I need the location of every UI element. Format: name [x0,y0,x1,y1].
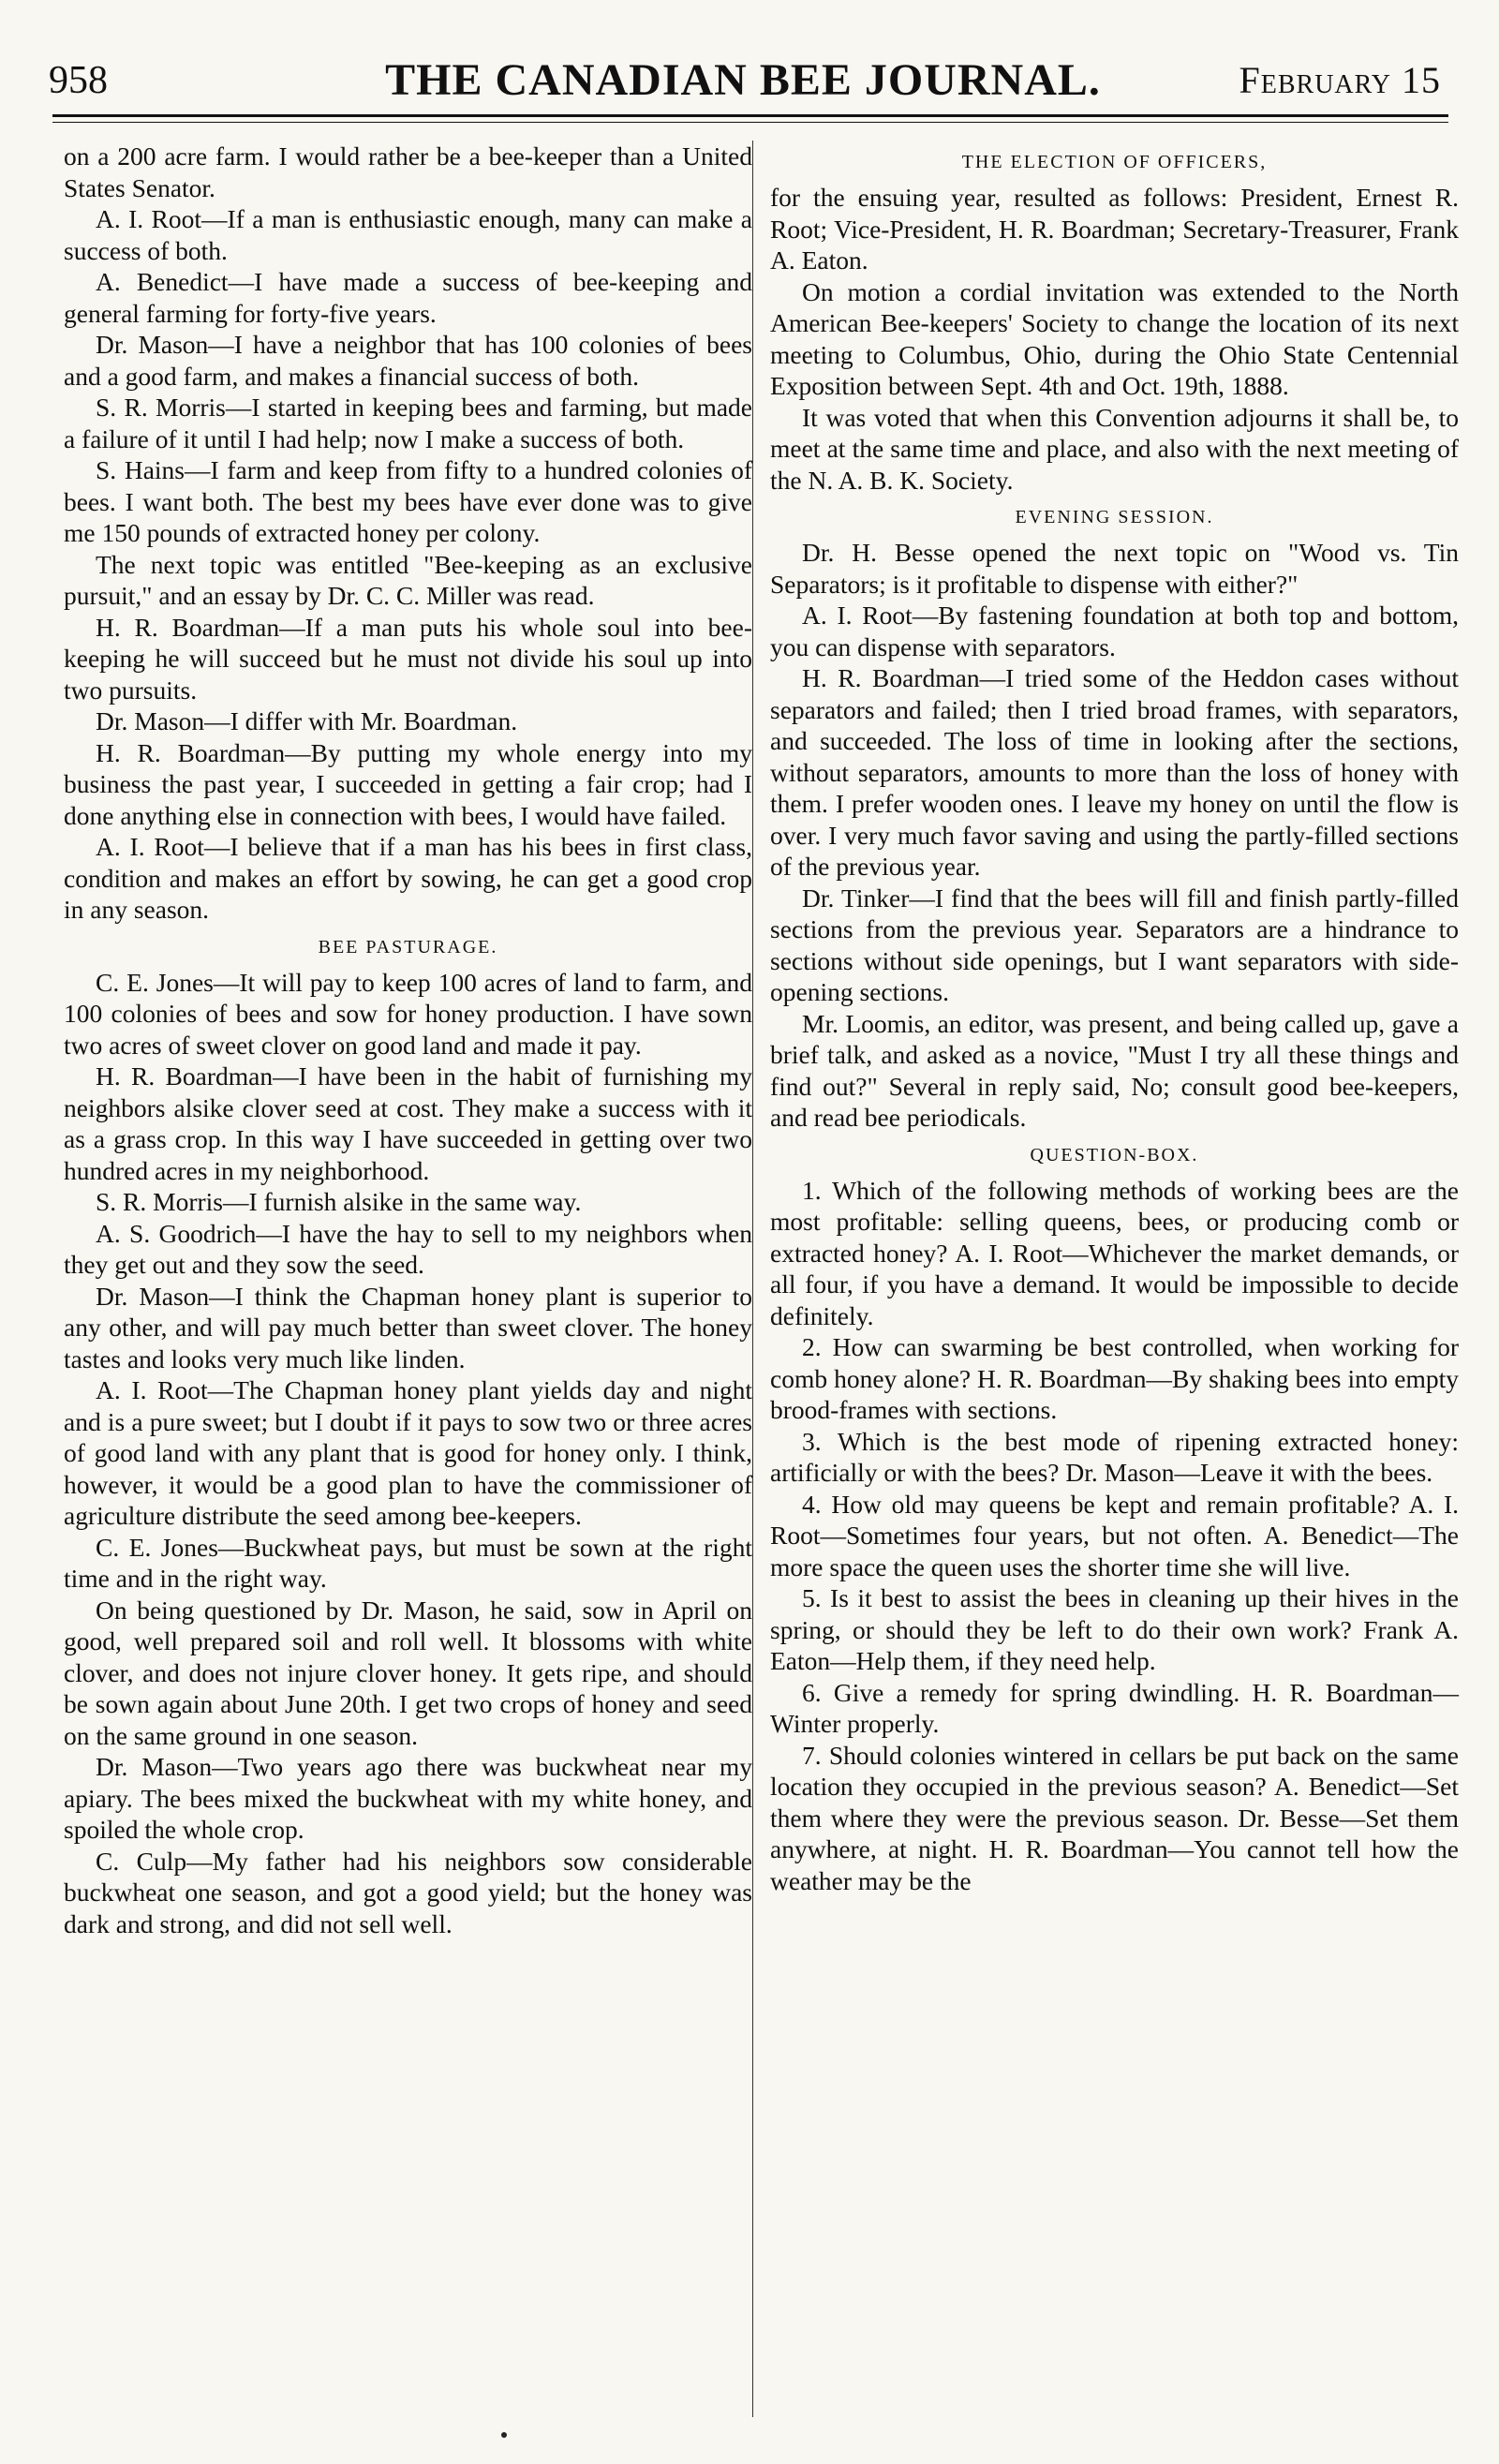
paragraph: 2. How can swarming be best controlled, when working for comb honey alone? H. R. Boardman—By shaking bees into empty brood-frames with sections. [770,1332,1459,1424]
paragraph: 4. How old may queens be kept and remain profitable? A. I. Root—Sometimes four years, but not often. A. Benedict—The more space the queen uses the shorter time she will live. [770,1489,1459,1581]
paragraph: 7. Should colonies wintered in cellars be put back on the same location they occupied in the previous season? A. Benedict—Set them where they were the previous season. Dr. Besse—Set them anywhere, at night. H. R. Boardman—You cannot tell how the weather may be the [770,1740,1459,1895]
section-heading: BEE PASTURAGE. [318,936,498,957]
paragraph: 6. Give a remedy for spring dwindling. H. R. Boardman—Winter properly. [770,1677,1459,1738]
paragraph: H. R. Boardman—If a man puts his whole soul into bee-keeping he will succeed but he must not divide his soul up into two pursuits. [64,612,752,705]
paragraph: H. R. Boardman—I tried some of the Heddon cases without separators and failed; then I tried broad frames, with separators, and succeeded. The loss of time in looking after the sections, without separators, amounts to more than the loss of honey with them. I prefer wooden ones. I leave my honey on until the flow is over. I very much favor saving and using the partly-filled sections of the previous year. [770,663,1459,881]
paragraph: It was voted that when this Convention adjourns it shall be, to meet at the same time and place, and also with the next meeting of the N. A. B. K. Society. [770,402,1459,495]
paragraph: 1. Which of the following methods of working bees are the most profitable: selling queens, bees, or producing comb or extracted honey? A. I. Root—Whichever the market demands, or all four, if you have a demand. It would be impossible to decide definitely. [770,1175,1459,1330]
paragraph: Dr. Mason—I have a neighbor that has 100 colonies of bees and a good farm, and makes a financial success of both. [64,330,752,391]
header-rule [52,114,1448,117]
paragraph: C. Culp—My father had his neighbors sow considerable buckwheat one season, and got a good yield; but the honey was dark and strong, and did not sell well. [64,1846,752,1938]
paragraph: S. R. Morris—I started in keeping bees and farming, but made a failure of it until I had help; now I make a success of both. [64,393,752,453]
paragraph: Mr. Loomis, an editor, was present, and being called up, gave a brief talk, and asked as a novice, "Must I try all these things and find out?" Several in reply said, No; consult good bee-keepers, and read bee periodicals. [770,1008,1459,1132]
paragraph: A. I. Root—The Chapman honey plant yields day and night and is a pure sweet; but I doubt if it pays to sow two or three acres of good land with any plant that is good for honey only. I think, however, it would be a good plan to have the commissioner of agriculture distribute the seed among bee-keepers. [64,1375,752,1530]
paragraph: A. Benedict—I have made a success of bee-keeping and general farming for forty-five years. [64,267,752,328]
paragraph: Dr. Mason—I think the Chapman honey plant is superior to any other, and will pay much better than sweet clover. The honey tastes and looks very much like linden. [64,1281,752,1373]
page-speck [501,2432,507,2438]
paragraph: for the ensuing year, resulted as follows: President, Ernest R. Root; Vice-President, H. R. Boardman; Secretary-Treasurer, Frank A. Eaton. [770,183,1459,275]
paragraph: C. E. Jones—It will pay to keep 100 acres of land to farm, and 100 colonies of bees and sow for honey production. I have sown two acres of sweet clover on good land and made it pay. [64,967,752,1060]
paragraph: The next topic was entitled "Bee-keeping as an exclusive pursuit," and an essay by Dr. C. C. Miller was read. [64,549,752,610]
issue-date: February 15 [1239,59,1441,101]
paragraph: A. S. Goodrich—I have the hay to sell to my neighbors when they get out and they sow the seed. [64,1218,752,1279]
paragraph: A. I. Root—I believe that if a man has his bees in first class, condition and makes an effort by sowing, he can get a good crop in any season. [64,832,752,924]
paragraph: H. R. Boardman—By putting my whole energy into my business the past year, I succeeded in getting a fair crop; had I done anything else in connection with bees, I would have failed. [64,737,752,830]
paragraph: Dr. Mason—Two years ago there was buckwheat near my apiary. The bees mixed the buckwheat with my white honey, and spoiled the whole crop. [64,1752,752,1844]
journal-title: THE CANADIAN BEE JOURNAL. [385,55,1101,105]
page-header [45,49,1441,105]
section-heading: QUESTION-BOX. [1030,1144,1199,1165]
paragraph: Dr. H. Besse opened the next topic on "Wood vs. Tin Separators; is it profitable to dispense with either?" [770,538,1459,599]
paragraph: S. Hains—I farm and keep from fifty to a hundred colonies of bees. I want both. The best my bees have ever done was to give me 150 pounds of extracted honey per colony. [64,455,752,547]
paragraph: Dr. Tinker—I find that the bees will fill and finish partly-filled sections from the previous year. Separators are a hindrance to sections without side openings, but I want separators with side-opening sections. [770,883,1459,1006]
page-number: 958 [49,59,108,102]
paragraph: on a 200 acre farm. I would rather be a bee-keeper than a United States Senator. [64,141,752,202]
section-heading: EVENING SESSION. [1015,507,1214,527]
paragraph: 5. Is it best to assist the bees in cleaning up their hives in the spring, or should they be left to do their own work? Frank A. Eaton—Help them, if they need help. [770,1583,1459,1675]
paragraph: 3. Which is the best mode of ripening extracted honey: artificially or with the bees? Dr. Mason—Leave it with the bees. [770,1426,1459,1487]
paragraph: H. R. Boardman—I have been in the habit of furnishing my neighbors alsike clover seed at cost. They make a success with it as a grass crop. In this way I have succeeded in getting over two hundred acres in my neighborhood. [64,1061,752,1185]
paragraph: Dr. Mason—I differ with Mr. Boardman. [96,706,518,735]
paragraph: On being questioned by Dr. Mason, he said, sow in April on good, well prepared soil and roll well. It blossoms with white clover, and does not injure clover honey. It gets ripe, and should be sown again about June 20th. I get two crops of honey and seed on the same ground in one season. [64,1595,752,1750]
paragraph: On motion a cordial invitation was extended to the North American Bee-keepers' Society to change the location of its next meeting to Columbus, Ohio, during the Ohio State Centennial Exposition between Sept. 4th and Oct. 19th, 1888. [770,276,1459,400]
paragraph: A. I. Root—If a man is enthusiastic enough, many can make a success of both. [64,204,752,265]
left-column [64,141,752,1939]
paragraph: C. E. Jones—Buckwheat pays, but must be sown at the right time and in the right way. [64,1532,752,1593]
paragraph: S. R. Morris—I furnish alsike in the same way. [96,1187,582,1216]
column-divider [752,141,753,2417]
header-rule-thin [52,122,1448,123]
right-column [770,141,1459,1896]
section-heading: THE ELECTION OF OFFICERS, [961,152,1268,172]
paragraph: A. I. Root—By fastening foundation at both top and bottom, you can dispense with separators. [770,601,1459,661]
